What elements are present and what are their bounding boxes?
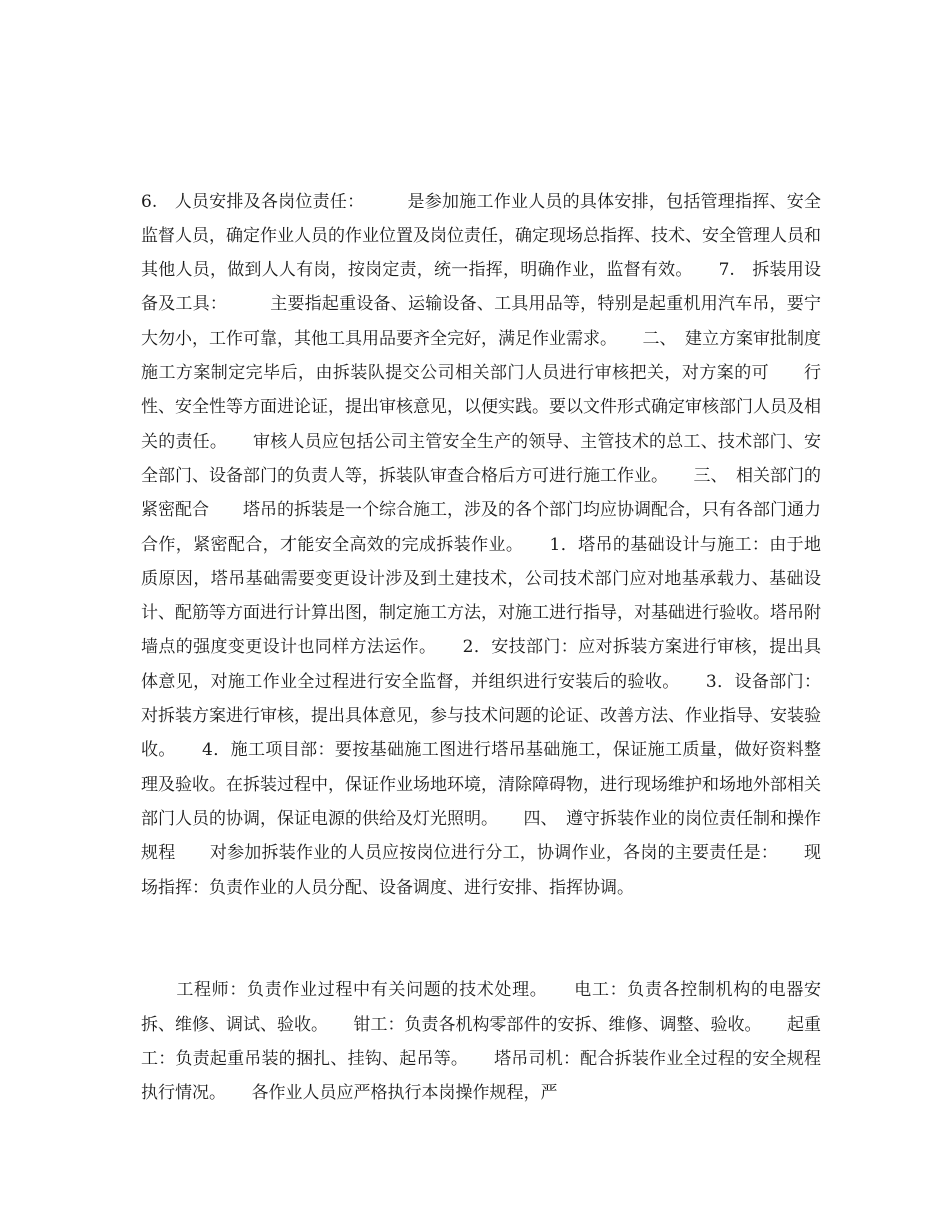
document-body xyxy=(141,116,872,1179)
paragraph-1: 6. 人员安排及各岗位责任： 是参加施工作业人员的具体安排，包括管理指挥、安全监督人员，确定作业人员的作业位置及岗位责任，确定现场总指挥、技术、安全管理人员和其他人员，做到人人有岗，按岗定责，统一指挥，明确作业，监督有效。 7. 拆装用设备及工具： 主要指起重设备、运输设备、工具用品等，特别是起重机用汽车吊，要宁大勿小，工作可靠，其他工具用品要齐全完好，满足作业需求。 二、 建立方案审批制度 施工方案制定完毕后，由拆装队提交公司相关部门人员进行审核把关，对方案的可 行性、安全性等方面进论证，提出审核意见，以便实践。要以文件形式确定审核部门人员及相关的责任。 审核人员应包括公司主管安全生产的领导、主管技术的总工、技术部门、安全部门、设备部门的负责人等，拆装队审查合格后方可进行施工作业。 三、 相关部门的紧密配合 塔吊的拆装是一个综合施工，涉及的各个部门均应协调配合，只有各部门通力合作，紧密配合，才能安全高效的完成拆装作业。 1．塔吊的基础设计与施工：由于地质原因，塔吊基础需要变更设计涉及到土建技术，公司技术部门应对地基承载力、基础设计、配筋等方面进行计算出图，制定施工方法，对施工进行指导，对基础进行验收。塔吊附墙点的强度变更设计也同样方法运作。 2．安技部门：应对拆装方案进行审核，提出具体意见，对施工作业全过程进行安全监督，并组织进行安装后的验收。 3．设备部门：对拆装方案进行审核，提出具体意见，参与技术问题的论证、改善方法、作业指导、安装验收。 4．施工项目部：要按基础施工图进行塔吊基础施工，保证施工质量，做好资料整理及验收。在拆装过程中，保证作业场地环境，清除障碍物，进行现场维护和场地外部相关部门人员的协调，保证电源的供给及灯光照明。 四、 遵守拆装作业的岗位责任制和操作规程 对参加拆装作业的人员应按岗位进行分工，协调作业，各岗的主要责任是： 现场指挥：负责作业的人员分配、设备调度、进行安排、指挥协调。 xyxy=(141,191,872,898)
paragraph-2: 工程师：负责作业过程中有关问题的技术处理。 电工：负责各控制机构的电器安拆、维修、调试、验收。 钳工：负责各机构零部件的安拆、维修、调整、验收。 起重工：负责起重吊装的捆扎、挂钩、起吊等。 塔吊司机：配合拆装作业全过程的安全规程执行情况。 各作业人员应严格执行本岗操作规程，严 xyxy=(141,980,821,1104)
